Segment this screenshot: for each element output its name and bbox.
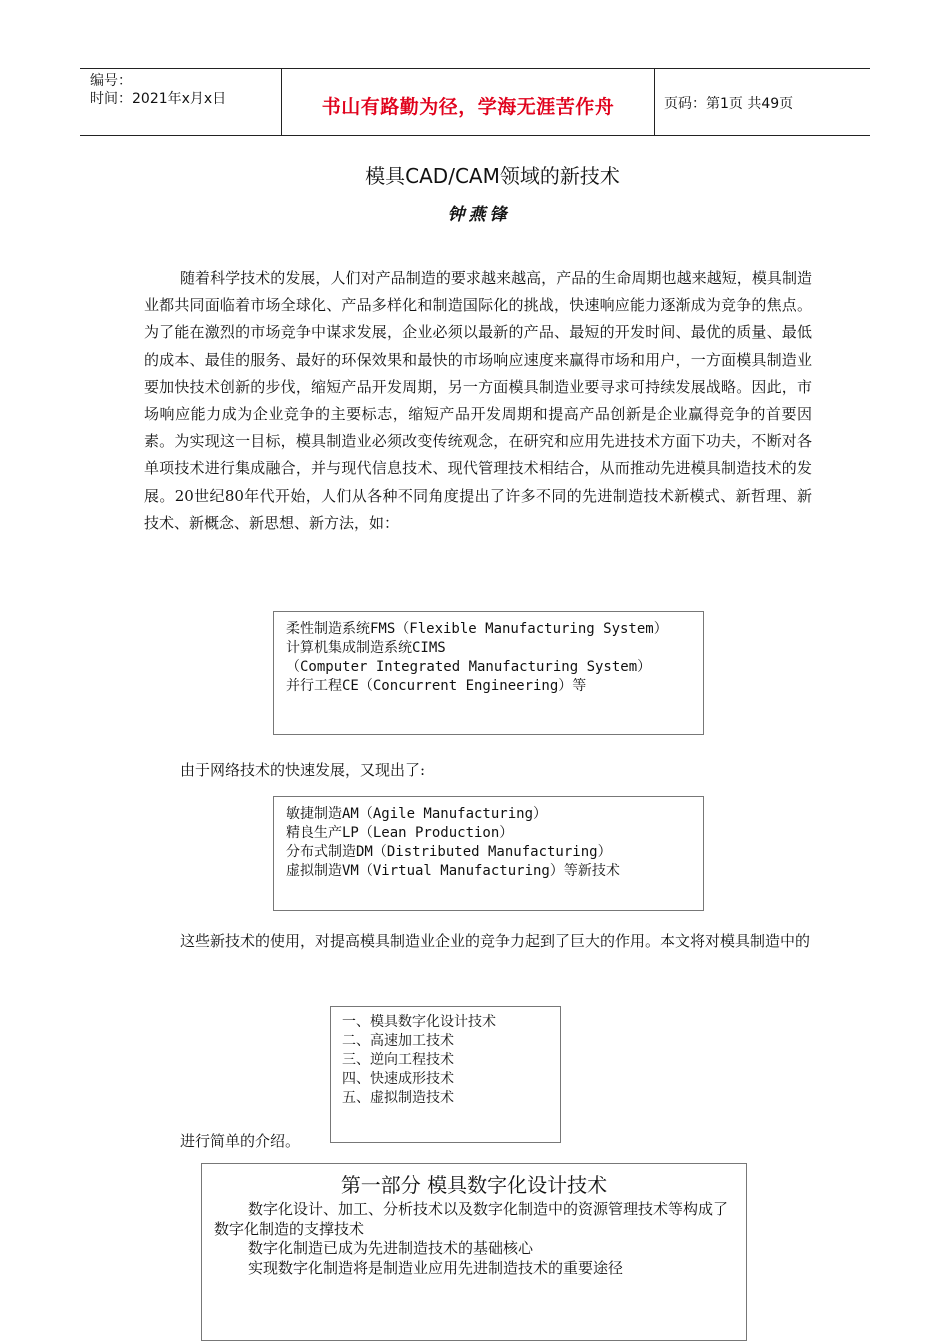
header-meta — [90, 72, 226, 108]
box-line: 敏捷制造AM（Agile Manufacturing） — [286, 806, 548, 822]
section-one-box — [201, 1163, 747, 1341]
box-line: 柔性制造系统FMS（Flexible Manufacturing System） — [286, 621, 668, 637]
box-line: 虚拟制造VM（Virtual Manufacturing）等新技术 — [286, 863, 620, 879]
topic-item: 三、逆向工程技术 — [342, 1052, 454, 1068]
section-heading: 第一部分 模具数字化设计技术 — [340, 1173, 608, 1197]
section-paragraph: 数字化设计、加工、分析技术以及数字化制造中的资源管理技术等构成了数字化制造的支撑技术 — [214, 1200, 729, 1238]
manufacturing-modes-box — [273, 611, 704, 735]
document-title: 模具CAD/CAM领域的新技术 — [365, 164, 620, 188]
box-line: 并行工程CE（Concurrent Engineering）等 — [286, 678, 587, 694]
header-bottom-rule — [80, 135, 870, 136]
author-name: 钟燕锋 — [447, 205, 511, 225]
header-motto: 书山有路勤为径，学海无涯苦作舟 — [321, 96, 615, 118]
network-technologies-box — [273, 796, 704, 911]
number-label: 编号： — [90, 73, 132, 89]
intro-paragraph: 随着科学技术的发展，人们对产品制造的要求越来越高，产品的生命周期也越来越短，模具制造业都共同面临着市场全球化、产品多样化和制造国际化的挑战，快速响应能力逐渐成为竞争的焦点。为了能在激烈的市场竞争中谋求发展，企业必须以最新的产品、最短的开发时间、最优的质量、最低的成本、最佳的服务、最好的环保效果和最快的市场响应速度来赢得市场和用户，一方面模具制造业要加快技术创新的步伐，缩短产品开发周期，另一方面模具制造业要寻求可持续发展战略。因此，市场响应能力成为企业竞争的主要标志，缩短产品开发周期和提高产品创新是企业赢得竞争的首要因素。为实现这一目标，模具制造业必须改变传统观念，在研究和应用先进技术方面下功夫，不断对各单项技术进行集成融合，并与现代信息技术、现代管理技术相结合，从而推动先进模具制造技术的发展。20世纪80年代开始，人们从各种不同角度提出了许多不同的先进制造技术新模式、新哲理、新技术、新概念、新思想、新方法，如： — [144, 269, 812, 532]
section-line: 实现数字化制造将是制造业应用先进制造技术的重要途径 — [248, 1258, 624, 1277]
topic-item: 五、虚拟制造技术 — [342, 1090, 454, 1106]
header-divider-right — [654, 68, 655, 135]
box-line: 分布式制造DM（Distributed Manufacturing） — [286, 844, 612, 860]
topic-item: 一、模具数字化设计技术 — [342, 1014, 496, 1030]
topics-list-box — [330, 1006, 561, 1143]
network-sentence: 由于网络技术的快速发展，又现出了: — [180, 761, 426, 779]
intro-end: 进行简单的介绍。 — [180, 1132, 301, 1150]
topic-item: 二、高速加工技术 — [342, 1033, 454, 1049]
topic-item: 四、快速成形技术 — [342, 1071, 454, 1087]
usage-paragraph: 这些新技术的使用，对提高模具制造业企业的竞争力起到了巨大的作用。本文将对模具制造中的 — [180, 932, 811, 950]
box-line: （Computer Integrated Manufacturing System） — [286, 659, 652, 675]
page-info: 页码：第1页 共49页 — [664, 96, 794, 112]
section-line: 数字化制造已成为先进制造技术的基础核心 — [248, 1239, 534, 1257]
box-line: 计算机集成制造系统CIMS — [286, 640, 446, 656]
box-line: 精良生产LP（Lean Production） — [286, 825, 514, 841]
header-top-rule — [80, 68, 870, 69]
date-label: 时间：2021年x月x日 — [90, 91, 227, 107]
